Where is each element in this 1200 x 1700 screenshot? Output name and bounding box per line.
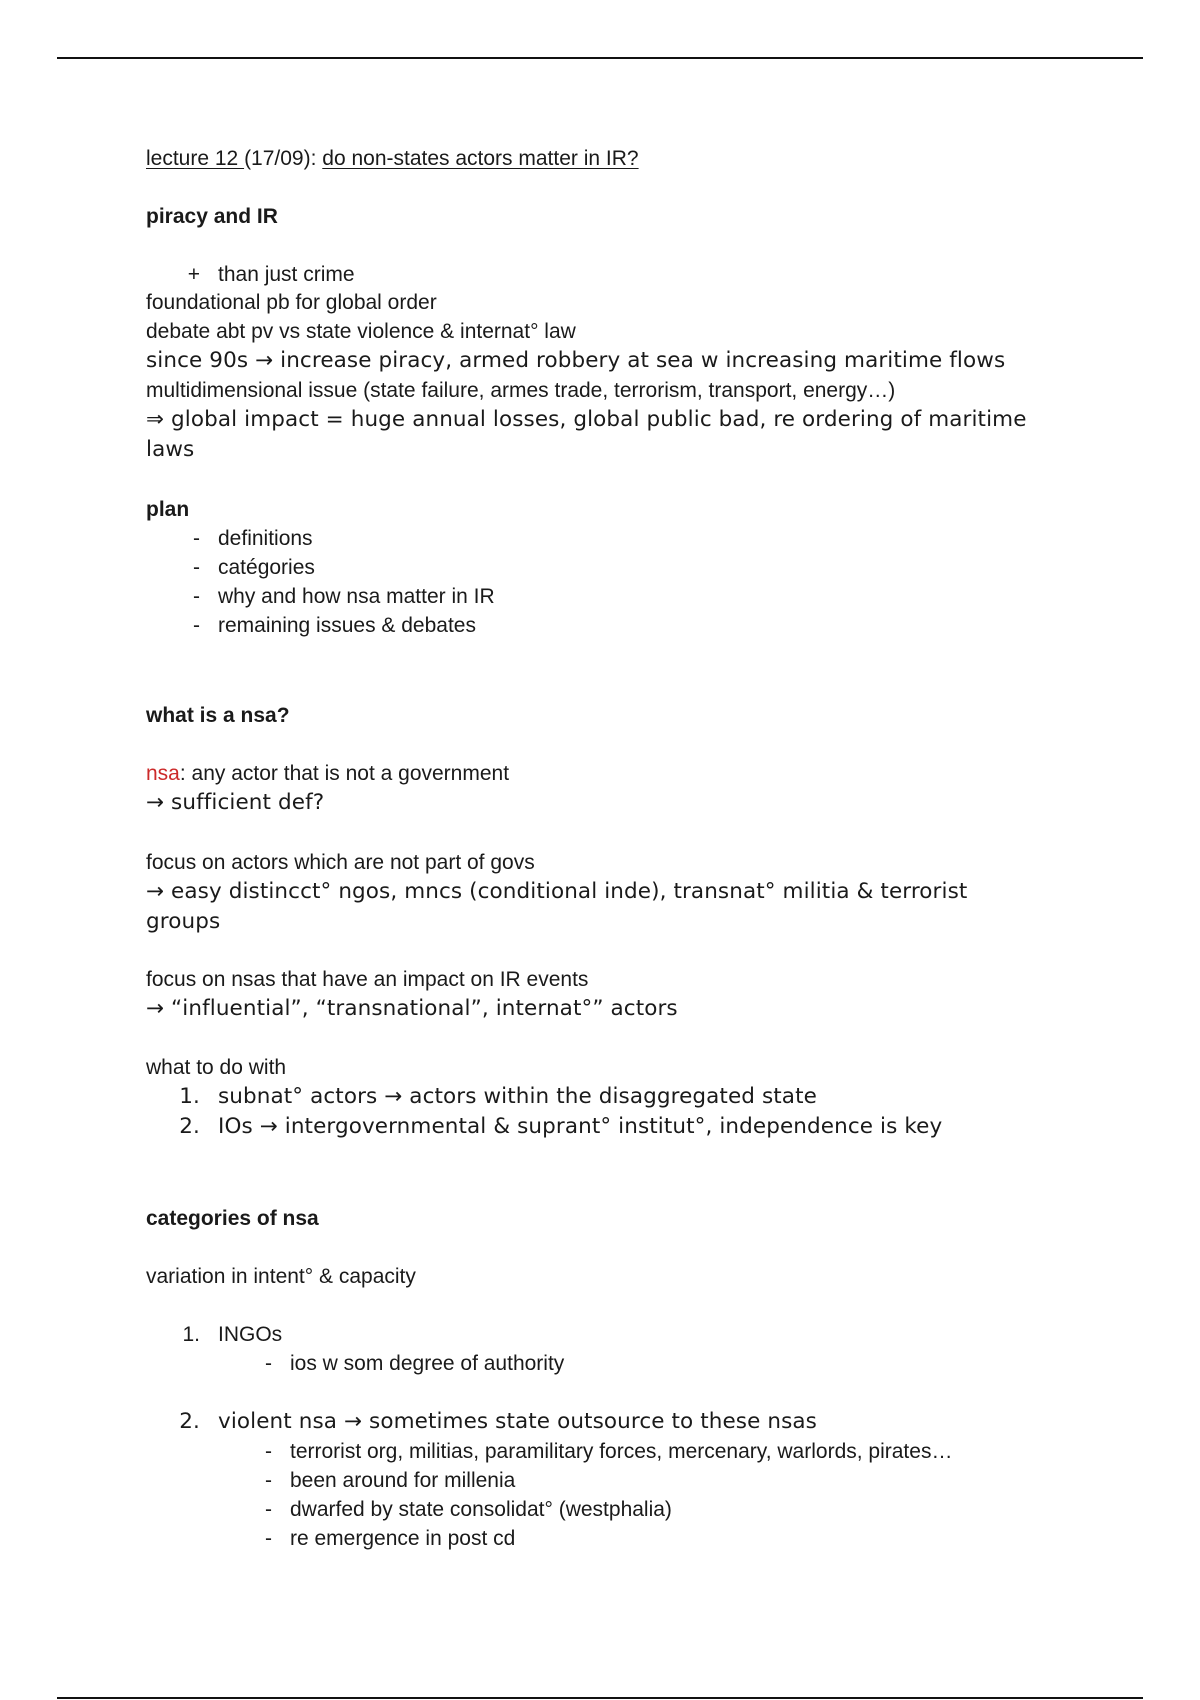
lecture-title-number: lecture 12 <box>146 147 245 170</box>
nsa-term: nsa <box>146 762 180 785</box>
piracy-line-2: debate abt pv vs state violence & internat° law <box>146 320 576 343</box>
number-marker: 1. <box>182 1323 200 1346</box>
piracy-line-5: ⇒ global impact = huge annual losses, global public bad, re ordering of maritime <box>146 407 1027 432</box>
focus-2-detail: → “influential”, “transnational”, internat°” actors <box>146 996 678 1021</box>
number-marker: 1. <box>179 1084 200 1109</box>
plan-item-text: why and how nsa matter in IR <box>218 585 495 608</box>
nsa-def-question: → sufficient def? <box>146 790 325 815</box>
piracy-line-3: since 90s → increase piracy, armed robbery at sea w increasing maritime flows <box>146 348 1006 373</box>
lecture-title-question: do non-states actors matter in IR? <box>322 147 639 170</box>
category-item-1-text: INGOs <box>218 1323 283 1346</box>
footer-rule <box>57 1697 1143 1699</box>
piracy-line-6: laws <box>146 437 195 462</box>
dash-marker: - <box>265 1440 272 1463</box>
dash-marker: - <box>265 1469 272 1492</box>
dash-marker: - <box>193 614 200 637</box>
category-sub-item-text: terrorist org, militias, paramilitary forces, mercenary, warlords, pirates… <box>290 1440 953 1463</box>
plan-item-text: remaining issues & debates <box>218 614 476 637</box>
nsa-definition-text: : any actor that is not a government <box>179 762 510 785</box>
number-marker: 2. <box>179 1409 200 1434</box>
heading-categories: categories of nsa <box>146 1207 319 1230</box>
what-to-do: what to do with <box>146 1056 287 1079</box>
dash-marker: - <box>265 1527 272 1550</box>
plan-item-text: definitions <box>218 527 313 550</box>
piracy-bullet-text: than just crime <box>218 263 355 286</box>
piracy-line-4: multidimensional issue (state failure, armes trade, terrorism, transport, energy…) <box>146 379 896 402</box>
category-sub-item-text: dwarfed by state consolidat° (westphalia) <box>290 1498 672 1521</box>
category-sub-item-text: ios w som degree of authority <box>290 1352 565 1375</box>
category-sub-item-text: re emergence in post cd <box>290 1527 516 1550</box>
piracy-line-1: foundational pb for global order <box>146 291 437 314</box>
lecture-title <box>146 145 639 173</box>
dash-marker: - <box>193 527 200 550</box>
heading-what-is-nsa: what is a nsa? <box>146 704 290 727</box>
focus-1-detail-cont: groups <box>146 909 221 934</box>
heading-plan: plan <box>146 498 190 521</box>
dash-marker: - <box>265 1498 272 1521</box>
dash-marker: - <box>193 585 200 608</box>
number-marker: 2. <box>179 1114 200 1139</box>
categories-intro: variation in intent° & capacity <box>146 1265 416 1288</box>
lecture-title-date: (17/09): <box>244 147 323 170</box>
bullet-marker: + <box>187 263 200 286</box>
plan-item-text: catégories <box>218 556 315 579</box>
dash-marker: - <box>193 556 200 579</box>
focus-2: focus on nsas that have an impact on IR events <box>146 968 589 991</box>
nsa-definition <box>146 760 509 788</box>
heading-piracy: piracy and IR <box>146 205 278 228</box>
focus-1: focus on actors which are not part of govs <box>146 851 535 874</box>
category-sub-item-text: been around for millenia <box>290 1469 516 1492</box>
numbered-item-text: IOs → intergovernmental & suprant° institut°, independence is key <box>218 1114 943 1139</box>
header-rule <box>57 57 1143 59</box>
category-item-2-text: violent nsa → sometimes state outsource to these nsas <box>218 1409 817 1434</box>
focus-1-detail: → easy distincct° ngos, mncs (conditional inde), transnat° militia & terrorist <box>146 879 968 904</box>
numbered-item-text: subnat° actors → actors within the disaggregated state <box>218 1084 817 1109</box>
dash-marker: - <box>265 1352 272 1375</box>
